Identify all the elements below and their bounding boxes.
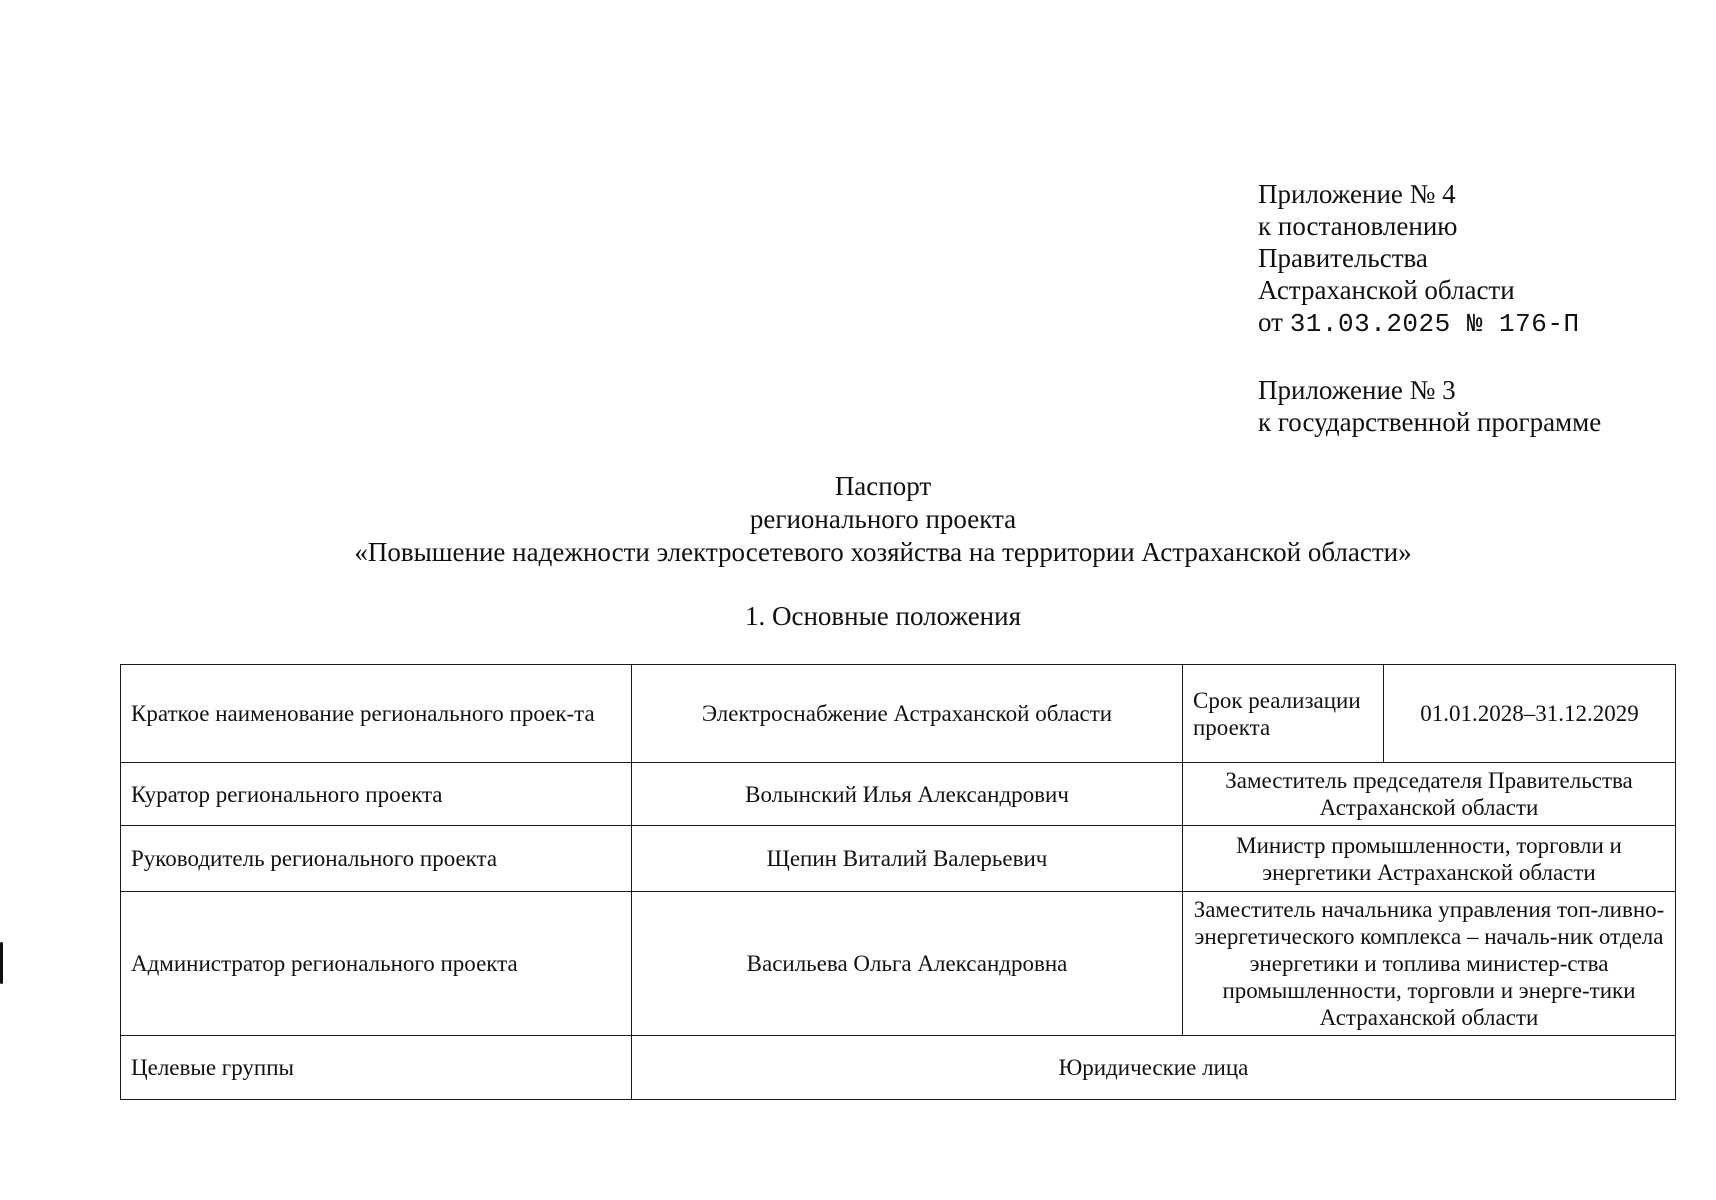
short-name-label: Краткое наименование регионального проек-та: [121, 665, 632, 763]
table-row: [121, 763, 1676, 826]
target-groups-value: Юридические лица: [632, 1036, 1676, 1100]
head-name: Щепин Виталий Валерьевич: [632, 826, 1183, 892]
appendix-4-line2: к постановлению: [1258, 211, 1458, 241]
short-name-value: Электроснабжение Астраханской области: [632, 665, 1183, 763]
head-label: Руководитель регионального проекта: [121, 826, 632, 892]
appendix-3-title: Приложение № 3: [1258, 375, 1456, 405]
curator-name: Волынский Илья Александрович: [632, 763, 1183, 826]
appendix-4-date-line: [1258, 306, 1580, 340]
passport-table: [120, 664, 1676, 1100]
appendix-3-block: [1258, 374, 1601, 438]
admin-label: Администратор регионального проекта: [121, 892, 632, 1036]
title-line-2: регионального проекта: [749, 504, 1017, 534]
table-row: [121, 892, 1676, 1036]
term-label: Срок реализации проекта: [1183, 665, 1384, 763]
title-line-1: Паспорт: [834, 471, 932, 501]
date-prefix: от: [1258, 307, 1283, 337]
scan-margin-mark: [0, 942, 3, 984]
section-heading: 1. Основные положения: [745, 601, 1021, 631]
appendix-4-line3: Правительства: [1258, 243, 1428, 273]
table-row: [121, 1036, 1676, 1100]
term-value: 01.01.2028–31.12.2029: [1384, 665, 1676, 763]
document-title: [0, 470, 1716, 569]
admin-name: Васильева Ольга Александровна: [632, 892, 1183, 1036]
target-groups-label: Целевые группы: [121, 1036, 632, 1100]
resolution-date-number: 31.03.2025 № 176-П: [1289, 309, 1580, 339]
title-line-3: «Повышение надежности электросетевого хозяйства на территории Астраханской области»: [354, 537, 1412, 567]
curator-role: Заместитель председателя Правительства Астраханской области: [1183, 763, 1676, 826]
table-row: [121, 826, 1676, 892]
appendix-4-line4: Астраханской области: [1258, 275, 1515, 305]
table-row: [121, 665, 1676, 763]
appendix-4-block: [1258, 178, 1580, 340]
appendix-4-title: Приложение № 4: [1258, 179, 1456, 209]
appendix-3-line2: к государственной программе: [1258, 407, 1602, 437]
admin-role: Заместитель начальника управления топ-ливно-энергетического комплекса – началь-ник отдела энергетики и топлива министер-ства промышленности, торговли и энерге-тики Астраханской области: [1183, 892, 1676, 1036]
curator-label: Куратор регионального проекта: [121, 763, 632, 826]
head-role: Министр промышленности, торговли и энергетики Астраханской области: [1183, 826, 1676, 892]
